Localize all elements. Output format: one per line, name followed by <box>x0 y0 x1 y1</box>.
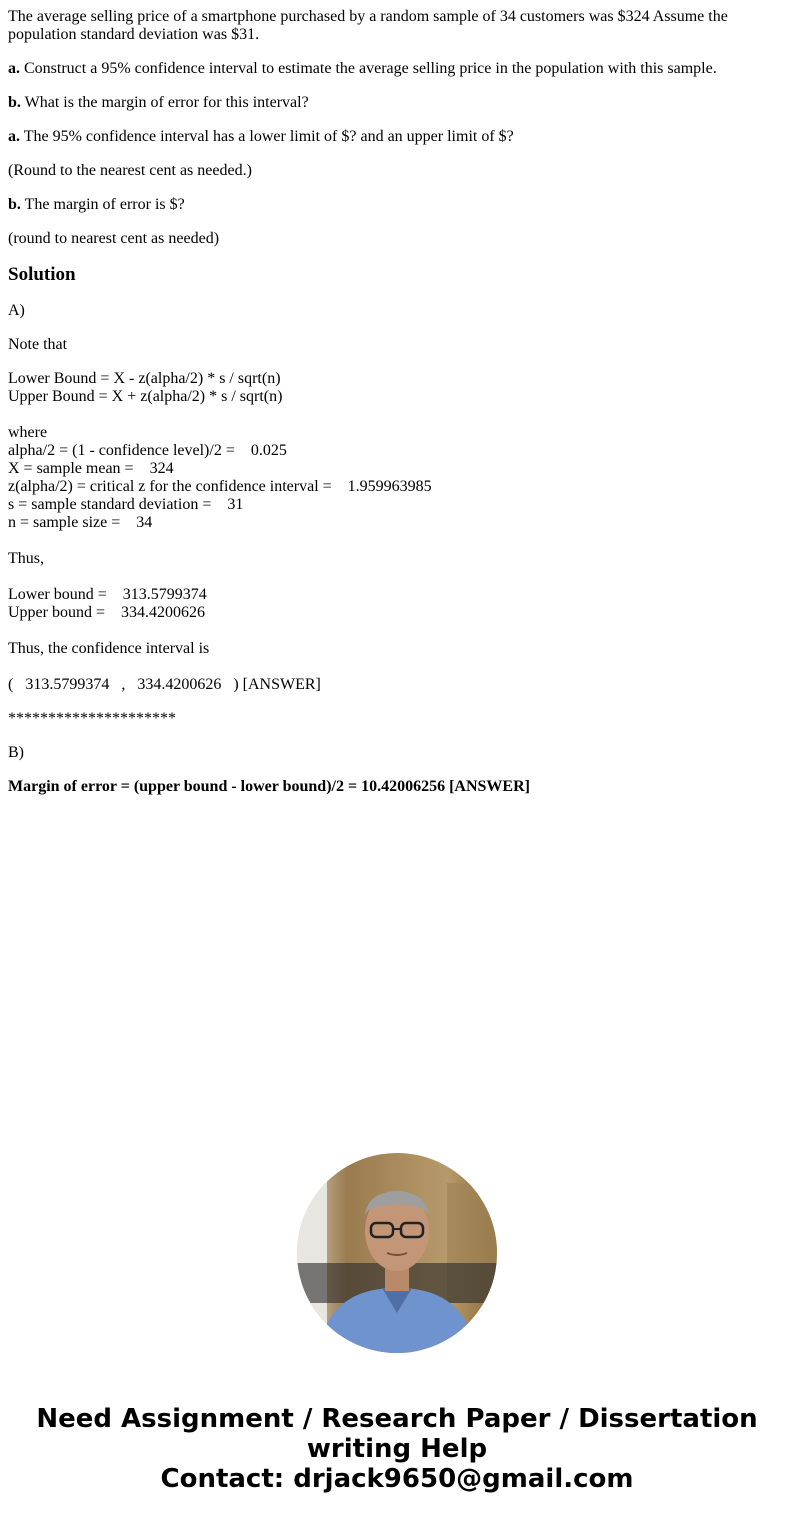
answer-part-b-label: b. <box>8 196 21 213</box>
formula-lower: Lower Bound = X - z(alpha/2) * s / sqrt(n) <box>8 370 281 387</box>
separator: ********************* <box>8 710 176 727</box>
where-line: where <box>8 424 48 441</box>
where-line: z(alpha/2) = critical z for the confidence interval = 1.959963985 <box>8 478 432 495</box>
round-note-b: (round to nearest cent as needed) <box>8 230 220 247</box>
round-note-a: (Round to the nearest cent as needed.) <box>8 162 252 179</box>
where-line: alpha/2 = (1 - confidence level)/2 = 0.025 <box>8 442 287 459</box>
answer-part-b-text: The margin of error is $? <box>20 196 185 213</box>
formula-upper: Upper Bound = X + z(alpha/2) * s / sqrt(n) <box>8 388 283 405</box>
where-line: s = sample standard deviation = 31 <box>8 496 244 513</box>
person-portrait-icon <box>297 1153 497 1353</box>
promo-banner <box>0 1404 794 1494</box>
where-line: n = sample size = 34 <box>8 514 153 531</box>
question-part-a <box>8 60 786 78</box>
answer-part-a-label: a. <box>8 128 20 145</box>
question-intro: The average selling price of a smartphone purchased by a random sample of 34 customers was $324 Assume the population standard deviation was $31. <box>8 8 728 43</box>
upper-bound: Upper bound = 334.4200626 <box>8 604 206 621</box>
question-part-a-text: Construct a 95% confidence interval to estimate the average selling price in the population with this sample. <box>20 60 717 77</box>
confidence-interval-answer: ( 313.5799374 , 334.4200626 ) [ANSWER] <box>8 676 321 693</box>
question-part-b <box>8 94 786 112</box>
answer-part-b <box>8 196 786 214</box>
promo-line-2: writing Help <box>306 1434 488 1464</box>
thus-line: Thus, <box>8 550 44 567</box>
document-body <box>8 8 786 812</box>
solution-note: Note that <box>8 336 68 353</box>
formula-block <box>8 370 786 406</box>
promo-contact: Contact: drjack9650@gmail.com <box>160 1464 634 1494</box>
question-part-a-label: a. <box>8 60 20 77</box>
solution-heading: Solution <box>8 264 76 285</box>
promo-line-1: Need Assignment / Research Paper / Dissertation <box>36 1404 758 1434</box>
answer-part-a-text: The 95% confidence interval has a lower limit of $? and an upper limit of $? <box>20 128 514 145</box>
where-block <box>8 424 786 532</box>
question-part-b-text: What is the margin of error for this interval? <box>20 94 309 111</box>
where-line: X = sample mean = 324 <box>8 460 174 477</box>
question-part-b-label: b. <box>8 94 21 111</box>
solution-part-b-label: B) <box>8 744 24 761</box>
solution-part-a-label: A) <box>8 302 25 319</box>
interval-intro: Thus, the confidence interval is <box>8 640 210 657</box>
answer-part-a <box>8 128 786 146</box>
bounds-block <box>8 586 786 622</box>
margin-of-error-answer: Margin of error = (upper bound - lower bound)/2 = 10.42006256 [ANSWER] <box>8 778 530 795</box>
lower-bound: Lower bound = 313.5799374 <box>8 586 207 603</box>
